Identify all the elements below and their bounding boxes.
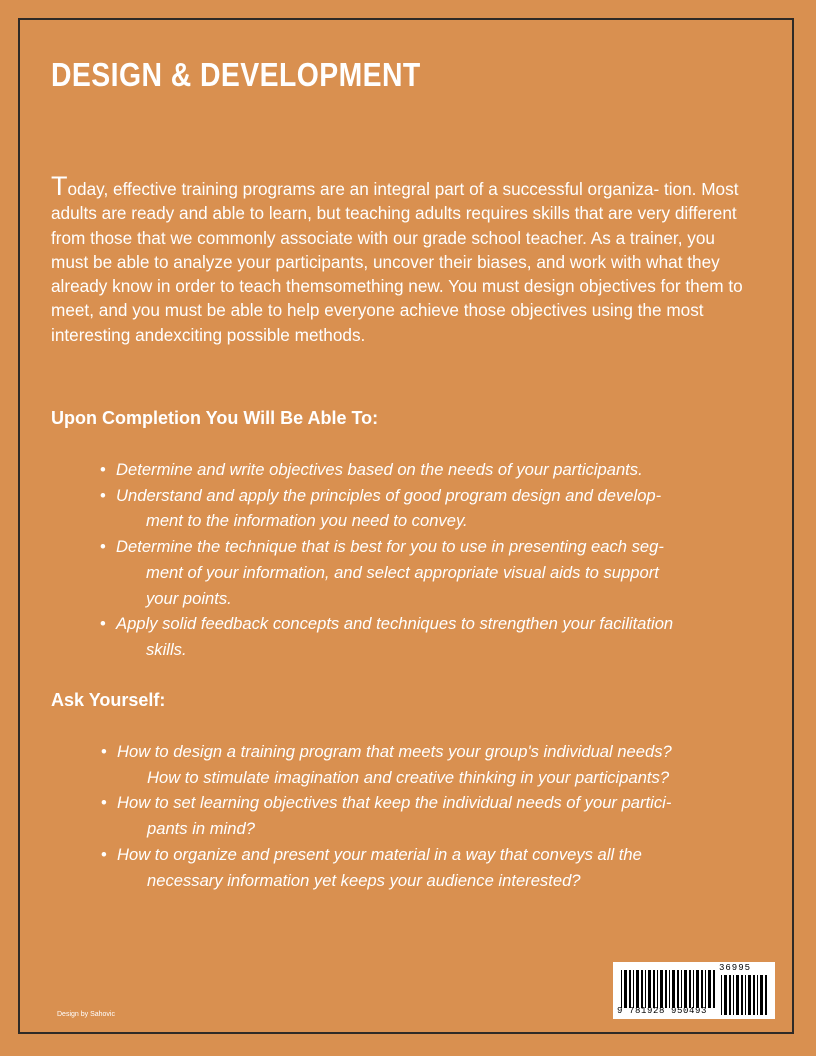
barcode-bar bbox=[741, 975, 743, 1015]
list-item bbox=[99, 790, 769, 841]
barcode-bar bbox=[653, 970, 655, 1008]
barcode-bar bbox=[633, 970, 634, 1008]
barcode-bar bbox=[660, 970, 663, 1008]
barcode-bar bbox=[657, 970, 658, 1008]
barcode-bar bbox=[753, 975, 755, 1015]
bullet-icon: • bbox=[100, 537, 106, 557]
bullet-icon: • bbox=[101, 742, 107, 761]
list-item bbox=[99, 739, 769, 790]
list-item-continuation: ment to the information you need to convey. bbox=[146, 511, 468, 531]
barcode-bar bbox=[757, 975, 758, 1015]
list-item-continuation: pants in mind? bbox=[147, 819, 255, 839]
bullet-icon: • bbox=[101, 793, 107, 813]
barcode-bar bbox=[672, 970, 675, 1008]
list-item bbox=[99, 842, 769, 893]
barcode-bar bbox=[765, 975, 767, 1015]
list-item bbox=[98, 611, 768, 662]
list-item-text: Apply solid feedback concepts and techniques to strengthen your facilitation bbox=[116, 614, 674, 634]
barcode-bar bbox=[665, 970, 667, 1008]
barcode-bar bbox=[648, 970, 651, 1008]
list-item-continuation: How to stimulate imagination and creative thinking in your participants? bbox=[147, 767, 670, 787]
barcode-bar bbox=[733, 975, 734, 1015]
barcode-bar bbox=[705, 970, 706, 1008]
ask-heading: Ask Yourself: bbox=[51, 690, 166, 710]
barcode-bar bbox=[721, 975, 722, 1015]
barcode-isbn-number: 9 781928 950493 bbox=[617, 1006, 708, 1016]
list-item-continuation: skills. bbox=[146, 639, 187, 659]
list-item-continuation: ment of your information, and select appropriate visual aids to support bbox=[146, 562, 659, 582]
barcode-bar bbox=[760, 975, 763, 1015]
barcode-bar bbox=[621, 970, 622, 1008]
page-title: DESIGN & DEVELOPMENT bbox=[51, 56, 421, 93]
barcode-bar bbox=[701, 970, 703, 1008]
barcode-addon-number: 36995 bbox=[719, 963, 752, 973]
barcode-bar bbox=[645, 970, 646, 1008]
barcode-bar bbox=[729, 975, 731, 1015]
barcode-bar bbox=[708, 970, 711, 1008]
list-item-continuation: necessary information yet keeps your audience interested? bbox=[147, 870, 581, 890]
bullet-icon: • bbox=[100, 460, 106, 479]
list-item-text: How to design a training program that meets your group's individual needs? bbox=[117, 742, 672, 761]
barcode-bar bbox=[696, 970, 699, 1008]
barcode-bar bbox=[624, 970, 627, 1008]
barcode-bar bbox=[724, 975, 727, 1015]
outcomes-list bbox=[98, 457, 768, 663]
barcode-bar bbox=[636, 970, 639, 1008]
barcode-bar bbox=[641, 970, 643, 1008]
bullet-icon: • bbox=[101, 844, 107, 864]
design-credit: Design by Sahovic bbox=[57, 1011, 115, 1018]
barcode-bar bbox=[684, 970, 687, 1008]
list-item-text: Determine and write objectives based on the needs of your participants. bbox=[116, 460, 643, 479]
list-item-text: How to organize and present your material in a way that conveys all the bbox=[117, 844, 642, 864]
bullet-icon: • bbox=[100, 614, 106, 634]
barcode-bar bbox=[689, 970, 691, 1008]
barcode-bar bbox=[681, 970, 682, 1008]
list-item-text: Determine the technique that is best for you to use in presenting each seg- bbox=[116, 537, 664, 557]
list-item-text: Understand and apply the principles of good program design and develop- bbox=[116, 485, 662, 505]
barcode-bar bbox=[745, 975, 746, 1015]
intro-text: oday, effective training programs are an integral part of a successful organiza- tion. Most adults are ready and able to learn, but teaching adults requires skills that are very different from those that we commonly associate with our grade school teacher. As a trainer, you must be able to analyze your participants, uncover their biases, and work with what they already know in order to teach themsomething new. You must design objectives for them to meet, and you must be able to help everyone achieve those objectives using the most interesting andexciting possible methods. bbox=[51, 179, 743, 345]
isbn-barcode bbox=[613, 962, 775, 1019]
intro-paragraph bbox=[51, 171, 751, 347]
list-item-text: How to set learning objectives that keep the individual needs of your partici- bbox=[117, 793, 672, 813]
barcode-bar bbox=[677, 970, 679, 1008]
list-item bbox=[98, 457, 768, 483]
barcode-bar bbox=[713, 970, 715, 1008]
barcode-bar bbox=[748, 975, 751, 1015]
list-item bbox=[98, 483, 768, 534]
barcode-bar bbox=[669, 970, 670, 1008]
barcode-bar bbox=[693, 970, 694, 1008]
bullet-icon: • bbox=[100, 485, 106, 505]
intro-dropcap: T bbox=[51, 171, 68, 201]
barcode-bar bbox=[629, 970, 631, 1008]
list-item-continuation: your points. bbox=[146, 588, 232, 608]
ask-list bbox=[99, 739, 769, 893]
barcode-bar bbox=[736, 975, 739, 1015]
outcomes-heading: Upon Completion You Will Be Able To: bbox=[51, 408, 379, 428]
list-item bbox=[98, 534, 768, 611]
